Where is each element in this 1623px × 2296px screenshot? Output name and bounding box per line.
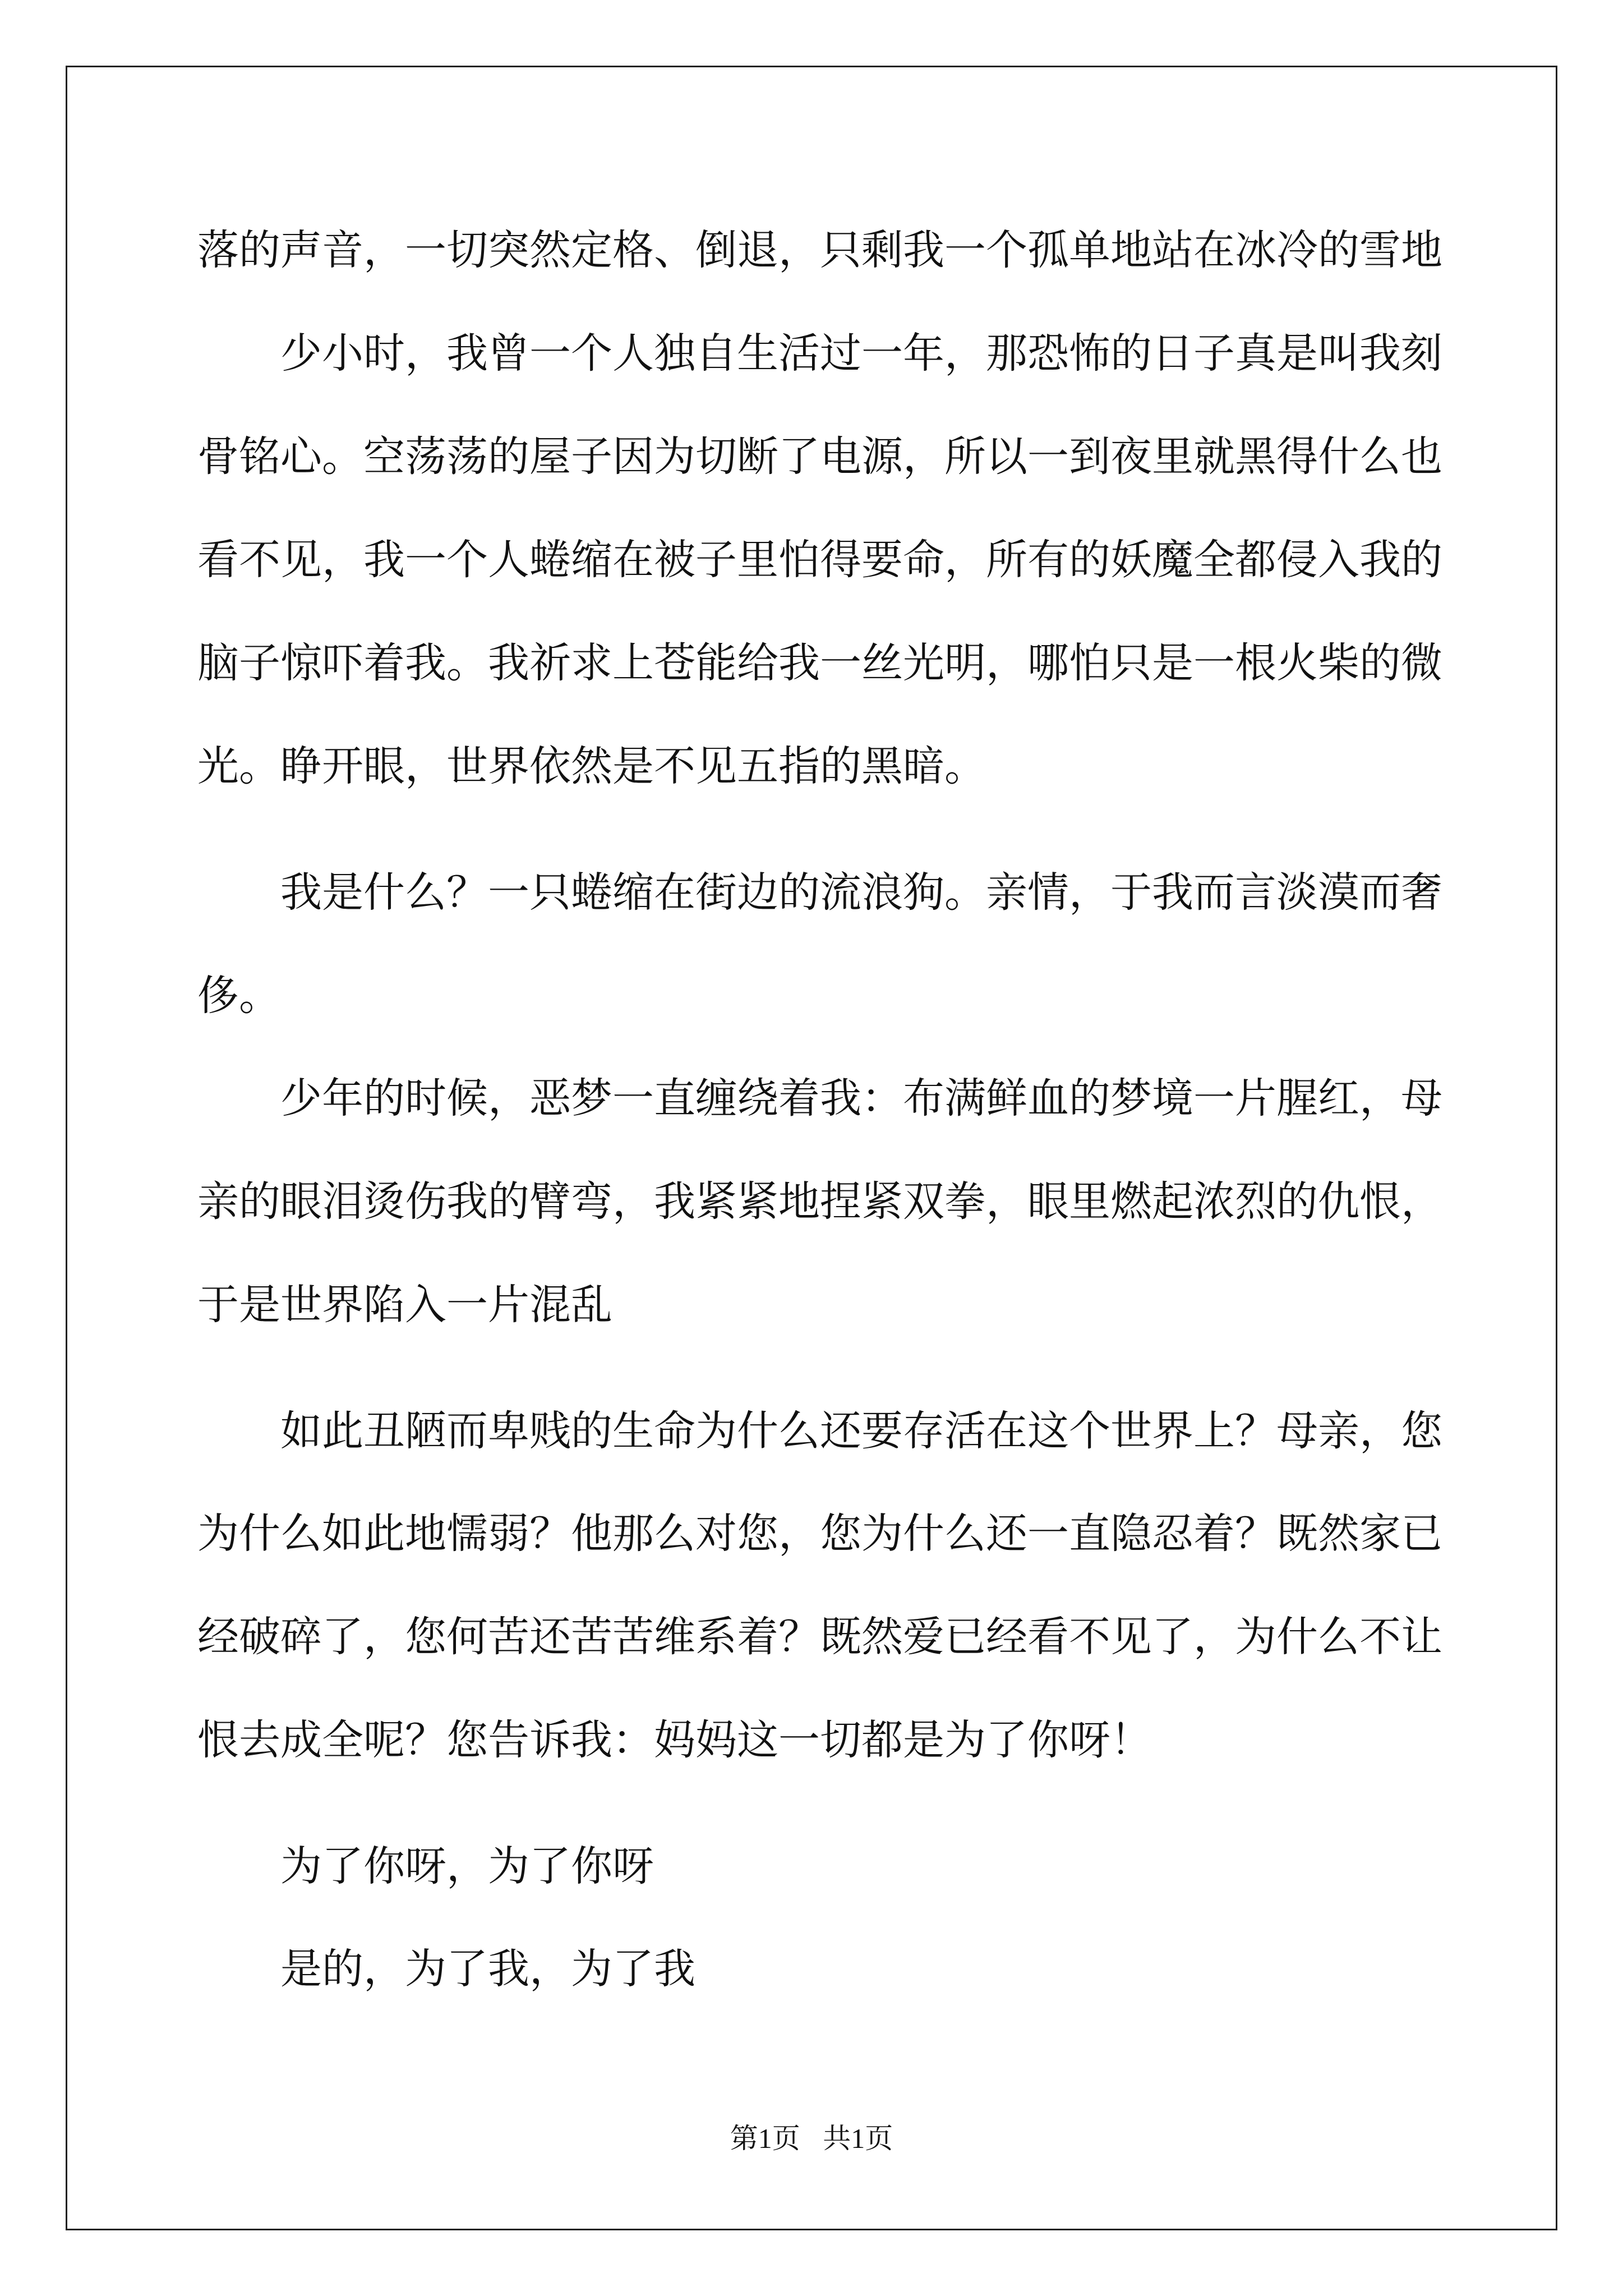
page-total: 共1页 [823, 2123, 893, 2154]
text-line-3: 骨铭心。空荡荡的屋子因为切断了电源，所以一到夜里就黑得什么也 [197, 432, 1442, 481]
text-line-17: 是的，为了我，为了我 [280, 1945, 695, 1993]
page-footer [0, 2122, 1623, 2155]
text-line-7: 我是什么？一只蜷缩在街边的流浪狗。亲情，于我而言淡漠而奢 [280, 868, 1442, 917]
text-line-5: 脑子惊吓着我。我祈求上苍能给我一丝光明，哪怕只是一根火柴的微 [197, 639, 1442, 687]
text-line-15: 恨去成全呢？您告诉我：妈妈这一切都是为了你呀！ [197, 1716, 1152, 1764]
text-line-6: 光。睁开眼，世界依然是不见五指的黑暗。 [197, 742, 986, 790]
text-line-14: 经破碎了，您何苦还苦苦维系着？既然爱已经看不见了，为什么不让 [197, 1613, 1442, 1661]
text-line-2: 少小时，我曾一个人独自生活过一年，那恐怖的日子真是叫我刻 [280, 329, 1442, 378]
page-number: 第1页 [730, 2123, 800, 2154]
text-line-9: 少年的时候，恶梦一直缠绕着我：布满鲜血的梦境一片腥红，母 [280, 1074, 1442, 1122]
text-line-13: 为什么如此地懦弱？他那么对您，您为什么还一直隐忍着？既然家已 [197, 1510, 1442, 1558]
text-line-11: 于是世界陷入一片混乱 [197, 1281, 612, 1329]
text-line-10: 亲的眼泪烫伤我的臂弯，我紧紧地捏紧双拳，眼里燃起浓烈的仇恨， [197, 1177, 1442, 1226]
text-line-8: 侈。 [197, 972, 280, 1020]
text-line-12: 如此丑陋而卑贱的生命为什么还要存活在这个世界上？母亲，您 [280, 1407, 1442, 1455]
text-line-4: 看不见，我一个人蜷缩在被子里怕得要命，所有的妖魔全都侵入我的 [197, 536, 1442, 584]
text-line-16: 为了你呀，为了你呀 [280, 1842, 654, 1890]
text-line-1: 落的声音，一切突然定格、倒退，只剩我一个孤单地站在冰冷的雪地 [197, 226, 1442, 274]
page-border [66, 66, 1557, 2230]
